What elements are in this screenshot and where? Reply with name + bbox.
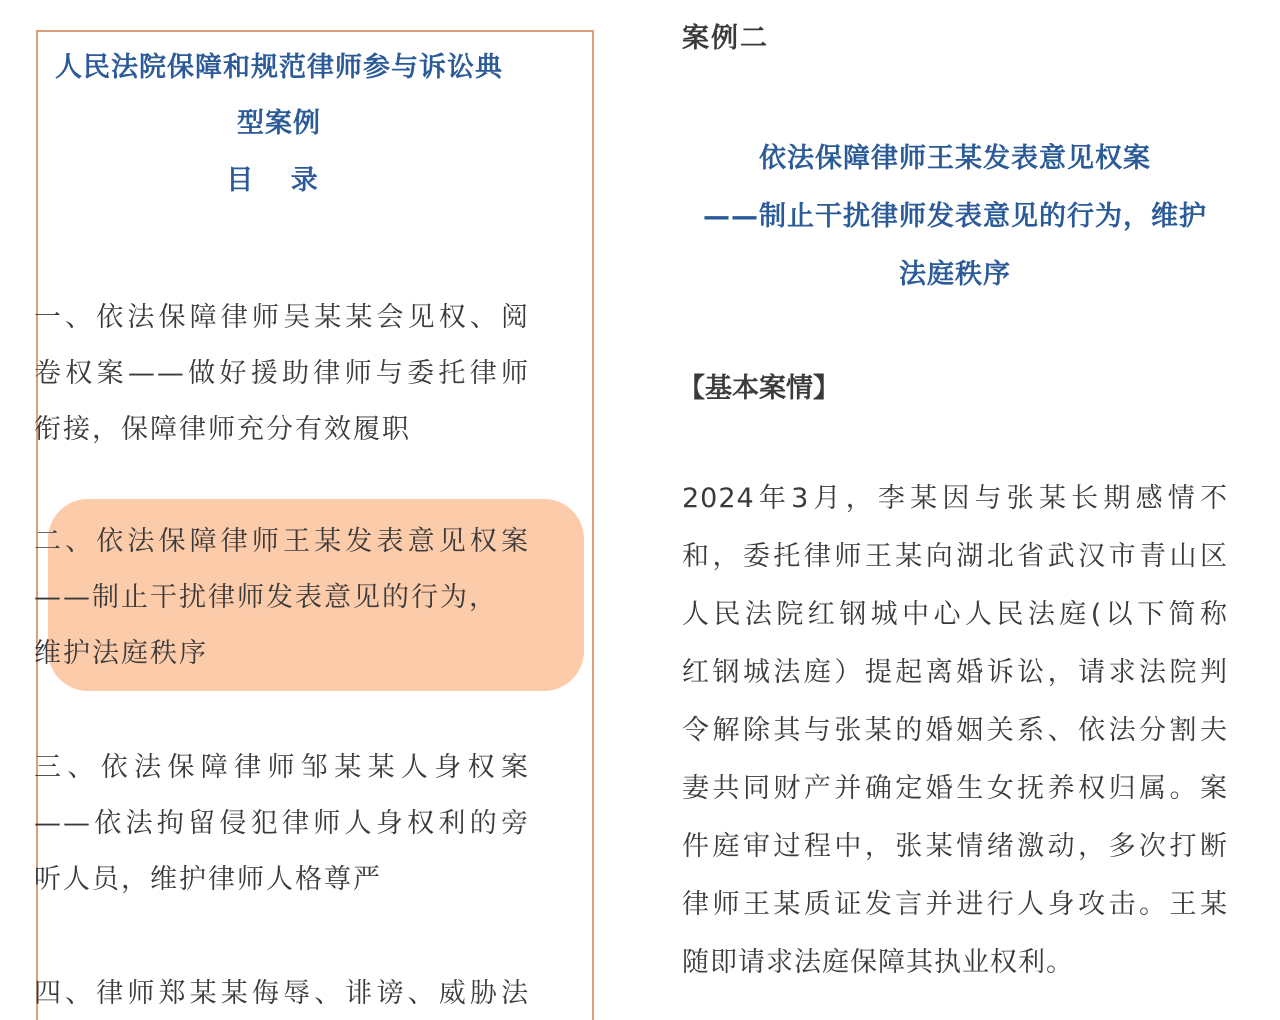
toc-item-1-line3: 衔接，保障律师充分有效履职 (34, 414, 411, 445)
body-line: 随即请求法庭保障其执业权利。 (682, 947, 1074, 978)
body-line: 2024年3月，李某因与张某长期感情不 (682, 483, 1228, 514)
case-label: 案例二 (682, 23, 769, 54)
body-line: 和，委托律师王某向湖北省武汉市青山区 (682, 541, 1228, 572)
toc-item-1[interactable] (34, 290, 530, 458)
toc-item-3-line1: 三、依法保障律师邹某某人身权案 (34, 752, 530, 783)
case-title-line2: ——制止干扰律师发表意见的行为，维护 (703, 201, 1207, 232)
toc-item-2-line3: 维护法庭秩序 (34, 638, 208, 669)
case-title-line1: 依法保障律师王某发表意见权案 (759, 143, 1151, 174)
toc-item-1-line2: 卷权案——做好援助律师与委托律师 (34, 358, 530, 389)
toc-item-4-line1: 四、律师郑某某侮辱、诽谤、威胁法 (34, 978, 530, 1009)
toc-item-3[interactable] (34, 740, 530, 908)
toc-item-4[interactable] (34, 966, 530, 1020)
toc-title-line2: 型案例 (237, 108, 321, 139)
case-title-line3: 法庭秩序 (899, 259, 1011, 290)
body-line: 人民法院红钢城中心人民法庭(以下简称 (682, 599, 1228, 630)
body-line: 件庭审过程中，张某情绪激动，多次打断 (682, 831, 1228, 862)
toc-item-1-line1: 一、依法保障律师吴某某会见权、阅 (34, 302, 530, 333)
toc-heading: 目 录 (226, 165, 332, 196)
case-body (682, 470, 1228, 992)
toc-item-2-line2: ——制止干扰律师发表意见的行为， (34, 582, 498, 613)
body-line: 律师王某质证发言并进行人身攻击。王某 (682, 889, 1228, 920)
toc-item-3-line3: 听人员，维护律师人格尊严 (34, 864, 382, 895)
body-line: 红钢城法庭）提起离婚诉讼，请求法院判 (682, 657, 1228, 688)
body-line: 令解除其与张某的婚姻关系、依法分割夫 (682, 715, 1228, 746)
toc-item-2-line1: 二、依法保障律师王某发表意见权案 (34, 526, 530, 557)
toc-item-3-line2: ——依法拘留侵犯律师人身权利的旁 (34, 808, 530, 839)
body-line: 妻共同财产并确定婚生女抚养权归属。案 (682, 773, 1228, 804)
toc-title-line1: 人民法院保障和规范律师参与诉讼典 (55, 52, 503, 83)
toc-item-2[interactable] (34, 514, 530, 682)
section-heading-basic-facts: 【基本案情】 (678, 373, 840, 404)
